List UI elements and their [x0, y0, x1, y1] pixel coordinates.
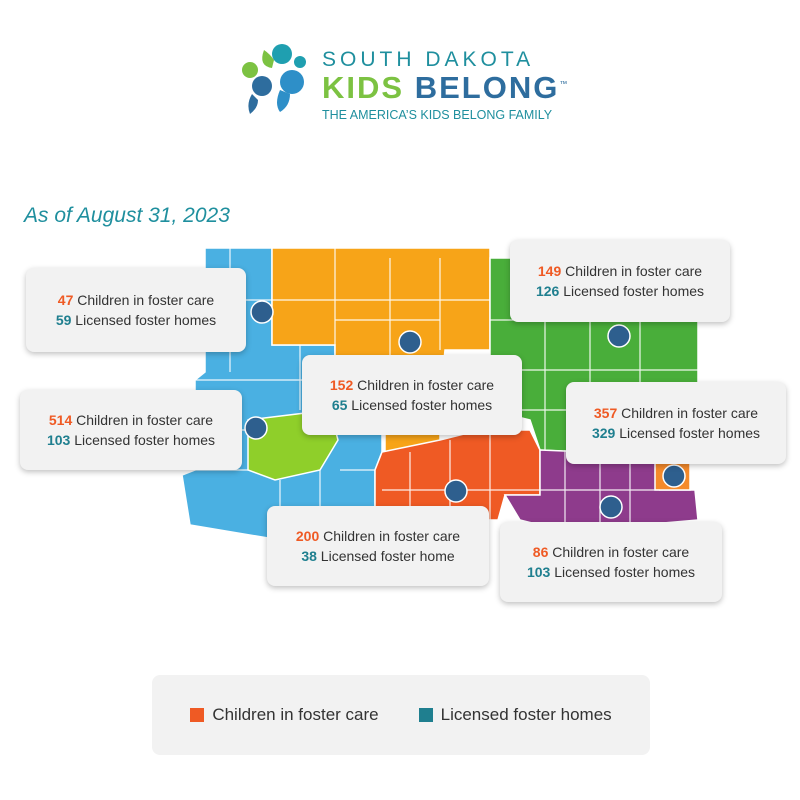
homes-label: Licensed foster homes: [75, 312, 217, 328]
map-pin-north-central: [399, 331, 421, 353]
callout-children: [538, 261, 702, 281]
callout-homes: [592, 423, 760, 443]
callout-children: [49, 410, 213, 430]
homes-count: 38: [301, 548, 317, 564]
callout-rapid-city: [20, 390, 242, 470]
homes-label: Licensed foster home: [320, 548, 455, 564]
callout-west-north: [26, 268, 246, 352]
logo-word-belong: BELONG: [414, 70, 560, 105]
legend: [152, 675, 650, 755]
map-pin-south-central: [445, 480, 467, 502]
trademark: ™: [559, 79, 570, 89]
homes-count: 103: [526, 564, 551, 580]
logo-word-kids: KIDS: [322, 70, 405, 105]
children-count: 47: [57, 292, 74, 308]
children-label: Children in foster care: [357, 377, 495, 393]
children-count: 149: [537, 263, 562, 279]
legend-label-children: Children in foster care: [212, 705, 379, 724]
children-count: 357: [593, 405, 618, 421]
homes-count: 103: [46, 432, 71, 448]
homes-label: Licensed foster homes: [74, 432, 216, 448]
children-label: Children in foster care: [76, 412, 214, 428]
homes-count: 126: [535, 283, 560, 299]
legend-swatch-children: [190, 708, 204, 722]
callout-children: [330, 375, 494, 395]
callout-homes: [536, 281, 704, 301]
as-of-date: As of August 31, 2023: [24, 204, 230, 227]
callout-homes: [527, 562, 695, 582]
map-pin-southeast: [600, 496, 622, 518]
callout-homes: [332, 395, 492, 415]
children-count: 514: [48, 412, 73, 428]
children-count: 200: [295, 528, 320, 544]
callout-northeast: [510, 240, 730, 322]
homes-count: 59: [55, 312, 72, 328]
callout-southeast: [500, 522, 722, 602]
callout-children: [533, 542, 689, 562]
homes-label: Licensed foster homes: [554, 564, 696, 580]
homes-label: Licensed foster homes: [563, 283, 705, 299]
callout-south-central: [267, 506, 489, 586]
callout-homes: [301, 546, 454, 566]
children-label: Children in foster care: [323, 528, 461, 544]
callout-children: [594, 403, 758, 423]
children-count: 86: [532, 544, 549, 560]
map-pin-sioux-falls: [663, 465, 685, 487]
map-pin-northeast: [608, 325, 630, 347]
homes-count: 65: [331, 397, 348, 413]
children-label: Children in foster care: [552, 544, 690, 560]
callout-north-central: [302, 355, 522, 435]
logo-state: SOUTH DAKOTA: [322, 48, 535, 71]
logo-tagline: THE AMERICA’S KIDS BELONG FAMILY: [322, 108, 553, 122]
children-label: Children in foster care: [565, 263, 703, 279]
map-pin-rapid-city: [245, 417, 267, 439]
callout-homes: [56, 310, 216, 330]
legend-swatch-homes: [419, 708, 433, 722]
map-pin-west-north: [251, 301, 273, 323]
children-label: Children in foster care: [621, 405, 759, 421]
homes-count: 329: [591, 425, 616, 441]
legend-item-homes: [419, 705, 612, 725]
legend-item-children: [190, 705, 378, 725]
callout-children: [58, 290, 214, 310]
homes-label: Licensed foster homes: [619, 425, 761, 441]
homes-label: Licensed foster homes: [351, 397, 493, 413]
callout-children: [296, 526, 460, 546]
legend-label-homes: Licensed foster homes: [440, 705, 612, 724]
children-label: Children in foster care: [77, 292, 215, 308]
callout-homes: [47, 430, 215, 450]
callout-sioux-falls: [566, 382, 786, 464]
children-count: 152: [329, 377, 354, 393]
